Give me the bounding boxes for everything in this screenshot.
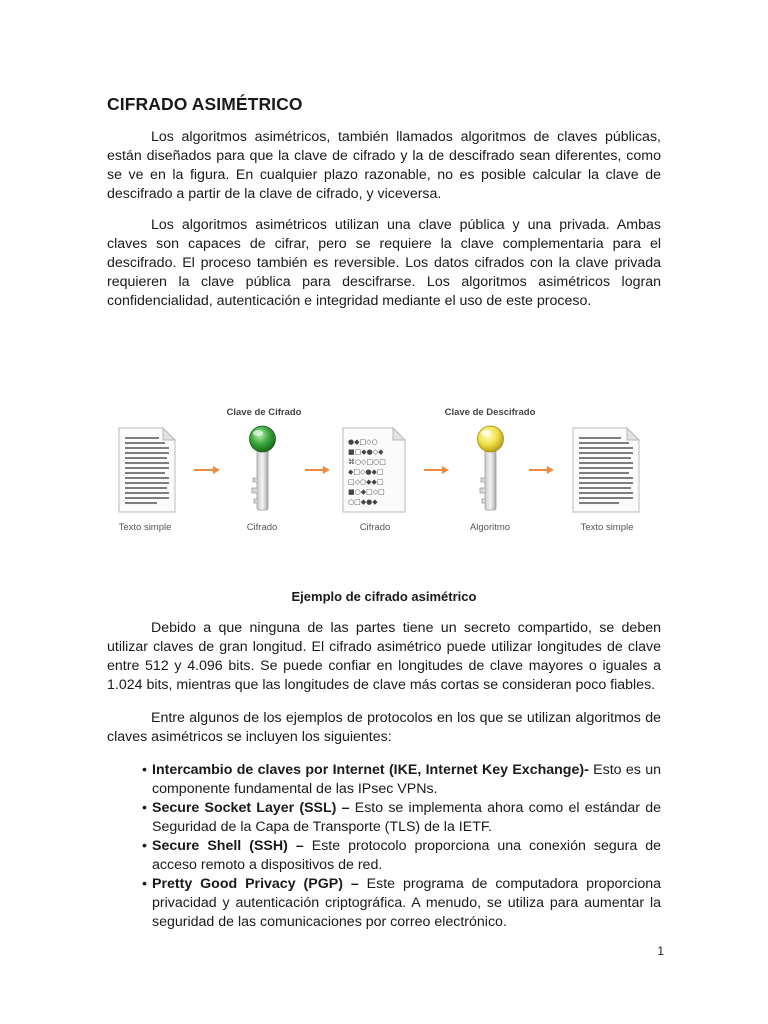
svg-text:■□◆●◇◆: ■□◆●◇◆ [348, 448, 384, 456]
list-item: • Secure Socket Layer (SSL) – Esto se implementa ahora como el estándar de Seguridad de la Capa de Transporte (TLS) de la IETF. [142, 800, 661, 835]
figure-title-encrypt-key: Clave de Cifrado [226, 407, 302, 418]
svg-text:●◆□◇○: ●◆□◇○ [348, 438, 378, 446]
arrow-icon [305, 466, 330, 474]
green-key-icon [250, 426, 276, 510]
document-title: CIFRADO ASIMÉTRICO [107, 94, 303, 114]
figure-label-plain-text: Texto simple [118, 522, 172, 533]
protocol-description: Este programa de computadora proporciona privacidad y autenticación criptográfica. A menudo, se utiliza para aumentar la seguridad de las comunicaciones por correo electrónico. [152, 876, 661, 930]
protocol-name: Pretty Good Privacy (PGP) – [152, 876, 359, 892]
plain-text-document-icon [573, 428, 639, 512]
protocol-name: Intercambio de claves por Internet (IKE, Internet Key Exchange)- [152, 762, 589, 778]
svg-text:⌘○◇□○□: ⌘○◇□○□ [348, 458, 386, 466]
figure-label-algorithm: Algoritmo [469, 522, 511, 533]
figure-label-cipher: Cifrado [246, 522, 278, 533]
figure-label-cipher-text: Cifrado [359, 522, 391, 533]
paragraph-key-length: Debido a que ninguna de las partes tiene un secreto compartido, se deben utilizar claves de gran longitud. El cifrado asimétrico puede utilizar longitudes de clave entre 512 y 4.096 bits. Se puede confiar en longitudes de clave mayores o iguales a 1.024 bits, mientras que las longitudes de clave más cortas se consideran poco fiables. [107, 620, 661, 693]
asymmetric-encryption-figure [107, 400, 661, 540]
figure-title-decrypt-key: Clave de Descifrado [444, 407, 536, 418]
figure-caption: Ejemplo de cifrado asimétrico [291, 589, 477, 604]
protocol-name: Secure Socket Layer (SSL) – [152, 800, 350, 816]
svg-text:□◇○◆◆□: □◇○◆◆□ [348, 478, 384, 486]
document-body [107, 92, 661, 311]
document-body-lower [107, 619, 661, 932]
paragraph-protocols-intro: Entre algunos de los ejemplos de protocolos en los que se utilizan algoritmos de claves asimétricos se incluyen los siguientes: [107, 710, 661, 745]
svg-text:◆□◇●◆□: ◆□◇●◆□ [348, 468, 384, 476]
page-number: 1 [657, 944, 664, 958]
figure-label-plain-text-out: Texto simple [580, 522, 634, 533]
svg-text:○□◆●◆: ○□◆●◆ [348, 498, 378, 506]
figure-diagram [107, 400, 661, 540]
paragraph-intro: Los algoritmos asimétricos, también llamados algoritmos de claves públicas, están diseñados para que la clave de cifrado y la de descifrado sean diferentes, como se ve en la figura. En cualquier plazo razonable, no es posible calcular la clave de descifrado a partir de la clave de cifrado, y viceversa. [107, 129, 661, 202]
arrow-icon [194, 466, 220, 474]
protocol-description: Este protocolo proporciona una conexión segura de acceso remoto a dispositivos de red. [152, 838, 662, 873]
list-item: • Secure Shell (SSH) – Este protocolo proporciona una conexión segura de acceso remoto a dispositivos de red. [142, 838, 662, 873]
yellow-key-icon [478, 426, 504, 510]
list-item: • Intercambio de claves por Internet (IKE, Internet Key Exchange)- Esto es un componente fundamental de las IPsec VPNs. [142, 762, 661, 797]
protocol-description: Esto es un componente fundamental de las IPsec VPNs. [152, 762, 661, 797]
paragraph-keys: Los algoritmos asimétricos utilizan una clave pública y una privada. Ambas claves son capaces de cifrar, pero se requiere la clave complementaria para el descifrado. El proceso también es reversible. Los datos cifrados con la clave privada requieren la clave pública para descifrarse. Los algoritmos asimétricos logran confidencialidad, autenticación e integridad mediante el uso de este proceso. [107, 217, 661, 309]
svg-text:■○◆□◇□: ■○◆□◇□ [348, 488, 385, 496]
cipher-text-document-icon [343, 428, 405, 512]
protocol-list [107, 761, 661, 932]
protocol-name: Secure Shell (SSH) – [152, 838, 304, 854]
plain-text-document-icon [119, 428, 175, 512]
list-item: • Pretty Good Privacy (PGP) – Este programa de computadora proporciona privacidad y autenticación criptográfica. A menudo, se utiliza para aumentar la seguridad de las comunicaciones por correo electrónico. [142, 876, 661, 930]
arrow-icon [424, 466, 449, 474]
protocol-description: Esto se implementa ahora como el estándar de Seguridad de la Capa de Transporte (TLS) de la IETF. [152, 800, 661, 835]
arrow-icon [529, 466, 554, 474]
